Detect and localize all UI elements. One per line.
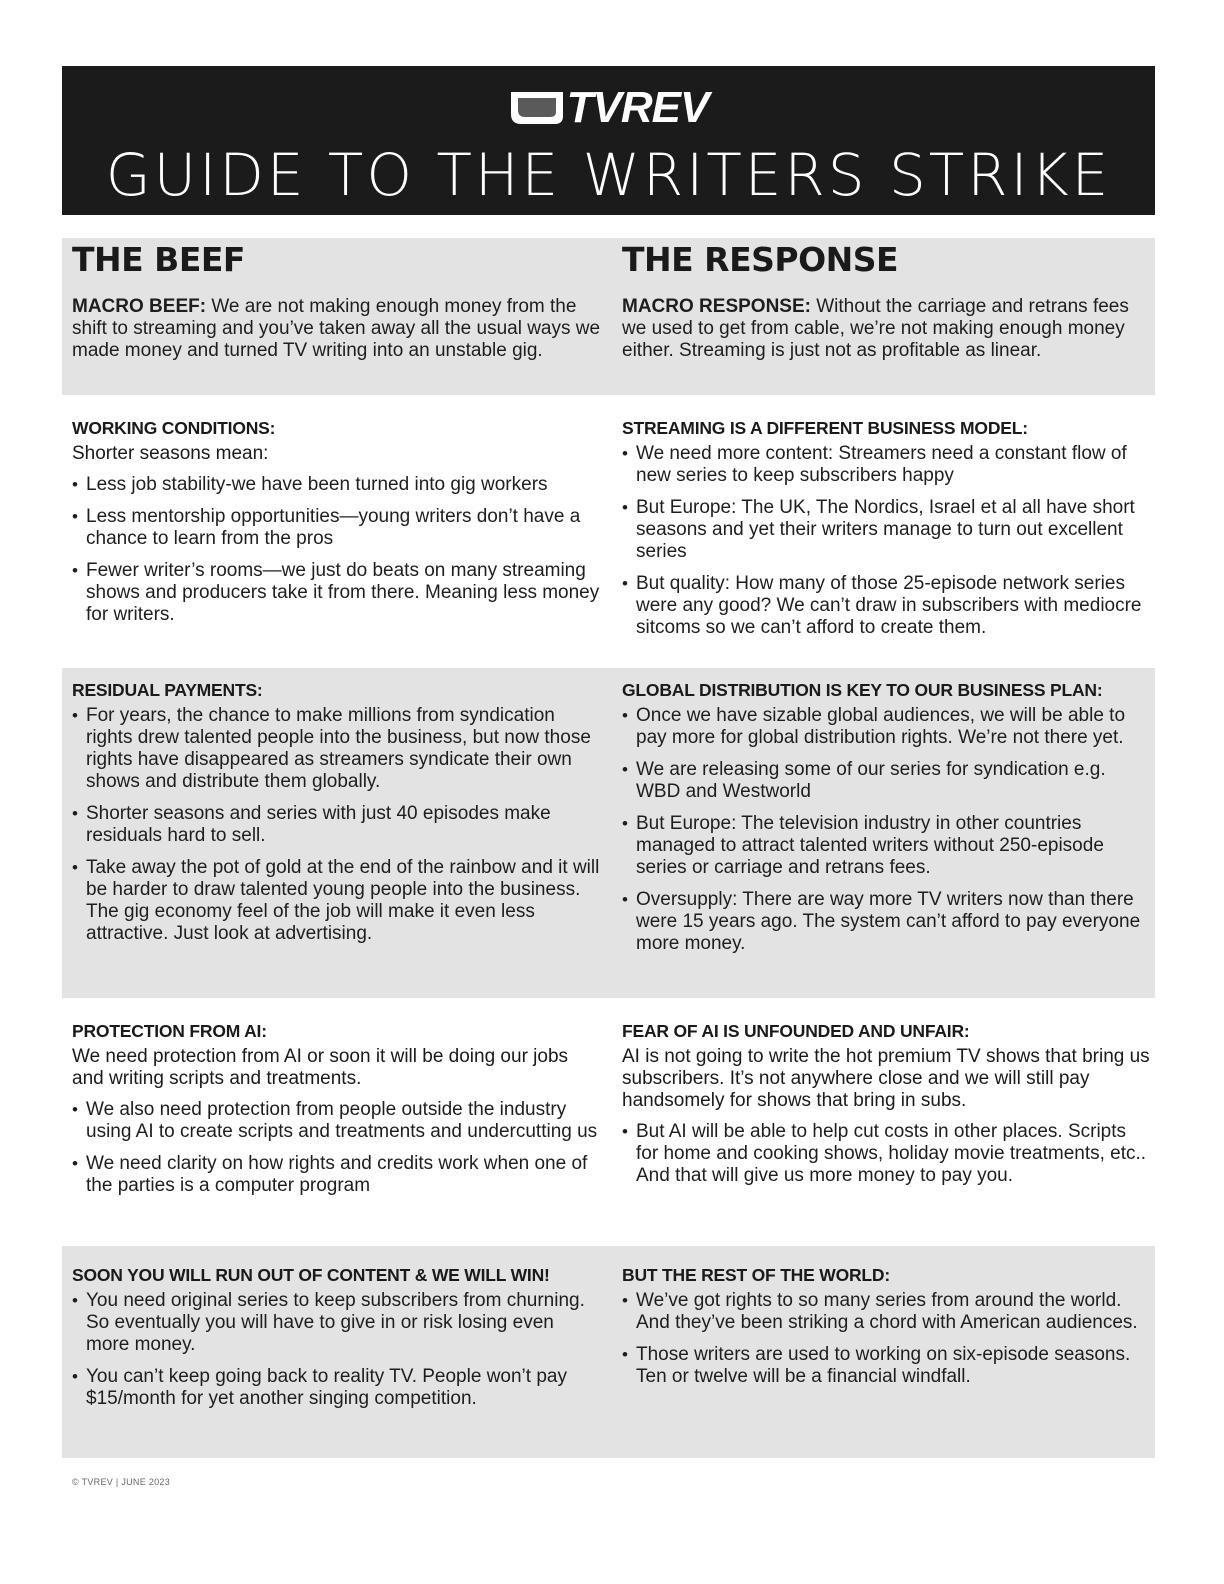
bullet-item: • But AI will be able to help cut costs in other places. Scripts for home and cooking shows, holiday movie treatments, etc.. And that will give us more money to pay you. bbox=[622, 1121, 1150, 1187]
residuals-section bbox=[62, 668, 1155, 998]
section-heading: GLOBAL DISTRIBUTION IS KEY TO OUR BUSINESS PLAN: bbox=[622, 680, 1103, 700]
macro-beef-text: MACRO BEEF: We are not making enough money from the shift to streaming and you’ve taken away all the usual ways we made money and turned TV writing into an unstable gig. bbox=[72, 296, 601, 361]
global-distribution-block bbox=[622, 679, 1150, 965]
bullet-list bbox=[622, 1121, 1150, 1187]
streaming-model-block bbox=[622, 417, 1150, 649]
working-conditions-section bbox=[62, 395, 1155, 668]
macro-beef-label: MACRO BEEF: bbox=[72, 296, 207, 317]
footer-copyright: © TVREV | JUNE 2023 bbox=[72, 1477, 171, 1487]
response-heading: THE RESPONSE bbox=[622, 240, 899, 279]
bullet-item: • Those writers are used to working on six-episode seasons. Ten or twelve will be a financial windfall. bbox=[622, 1344, 1150, 1388]
bullet-list bbox=[72, 1290, 602, 1410]
bullet-list bbox=[622, 443, 1150, 639]
bullet-item: • Once we have sizable global audiences, we will be able to pay more for global distribution rights. We’re not there yet. bbox=[622, 705, 1150, 749]
bullet-item: • You need original series to keep subscribers from churning. So eventually you will have to give in or risk losing even more money. bbox=[72, 1290, 602, 1356]
logo-text: TVREV bbox=[566, 83, 709, 132]
bullet-list bbox=[622, 1290, 1150, 1388]
bullet-item: • But Europe: The UK, The Nordics, Israel et al all have short seasons and yet their writers manage to turn out excellent series bbox=[622, 497, 1150, 563]
section-heading: FEAR OF AI IS UNFOUNDED AND UNFAIR: bbox=[622, 1021, 970, 1041]
section-intro: Shorter seasons mean: bbox=[72, 443, 269, 464]
section-intro: AI is not going to write the hot premium TV shows that bring us subscribers. It’s not anywhere close and we will still pay handsomely for shows that bring in subs. bbox=[622, 1046, 1150, 1111]
section-heading: RESIDUAL PAYMENTS: bbox=[72, 680, 263, 700]
bullet-item: • We’ve got rights to so many series from around the world. And they’ve been striking a chord with American audiences. bbox=[622, 1290, 1150, 1334]
content-section bbox=[62, 1246, 1155, 1458]
bullet-item: • We also need protection from people outside the industry using AI to create scripts and treatments and undercutting us bbox=[72, 1099, 602, 1143]
bullet-item: • But Europe: The television industry in other countries managed to attract talented writers without 250-episode series or carriage and retrans fees. bbox=[622, 813, 1150, 879]
rest-of-world-block bbox=[622, 1264, 1150, 1398]
bullet-list bbox=[72, 705, 602, 945]
bullet-item: • We need more content: Streamers need a constant flow of new series to keep subscribers happy bbox=[622, 443, 1150, 487]
section-intro: We need protection from AI or soon it will be doing our jobs and writing scripts and treatments. bbox=[72, 1046, 569, 1089]
beef-heading: THE BEEF bbox=[72, 240, 245, 279]
bullet-item: • We need clarity on how rights and credits work when one of the parties is a computer program bbox=[72, 1153, 602, 1197]
bullet-item: • Oversupply: There are way more TV writers now than there were 15 years ago. The system can’t afford to pay everyone more money. bbox=[622, 889, 1150, 955]
response-column-macro bbox=[622, 240, 1150, 362]
section-heading: PROTECTION FROM AI: bbox=[72, 1021, 267, 1041]
section-heading: STREAMING IS A DIFFERENT BUSINESS MODEL: bbox=[622, 418, 1028, 438]
bullet-item: • Less job stability-we have been turned into gig workers bbox=[72, 474, 602, 496]
section-heading: SOON YOU WILL RUN OUT OF CONTENT & WE WILL WIN! bbox=[72, 1265, 550, 1285]
ai-section bbox=[62, 998, 1155, 1246]
macro-section bbox=[62, 238, 1155, 395]
bullet-list bbox=[72, 1099, 602, 1197]
bullet-item: • You can’t keep going back to reality TV. People won’t pay $15/month for yet another singing competition. bbox=[72, 1366, 602, 1410]
bullet-item: • Take away the pot of gold at the end of the rainbow and it will be harder to draw talented young people into the business. The gig economy feel of the job will make it even less attractive. Just look at advertising. bbox=[72, 857, 602, 945]
macro-response-label: MACRO RESPONSE: bbox=[622, 296, 811, 317]
bullet-item: • Fewer writer’s rooms—we just do beats on many streaming shows and producers take it from there. Meaning less money for writers. bbox=[72, 560, 602, 626]
bullet-list bbox=[622, 705, 1150, 955]
section-heading: WORKING CONDITIONS: bbox=[72, 418, 276, 438]
beef-column-macro bbox=[72, 240, 602, 362]
bullet-item: • For years, the chance to make millions from syndication rights drew talented people into the business, but now those rights have disappeared as streamers syndicate their own shows and distribute them globally. bbox=[72, 705, 602, 793]
bullet-item: • Less mentorship opportunities—young writers don’t have a chance to learn from the pros bbox=[72, 506, 602, 550]
page-title: GUIDE TO THE WRITERS STRIKE bbox=[105, 141, 1112, 209]
section-heading: BUT THE REST OF THE WORLD: bbox=[622, 1265, 890, 1285]
protection-from-ai-block bbox=[72, 1020, 602, 1207]
bullet-item: • But quality: How many of those 25-episode network series were any good? We can’t draw in subscribers with mediocre sitcoms so we can’t afford to create them. bbox=[622, 573, 1150, 639]
bullet-item: • We are releasing some of our series for syndication e.g. WBD and Westworld bbox=[622, 759, 1150, 803]
residual-payments-block bbox=[72, 679, 602, 955]
macro-response-text: MACRO RESPONSE: Without the carriage and retrans fees we used to get from cable, we’re not making enough money either. Streaming is just not as profitable as linear. bbox=[622, 296, 1129, 361]
fear-of-ai-block bbox=[622, 1020, 1150, 1197]
tv-screen-icon bbox=[509, 90, 565, 126]
bullet-item: • Shorter seasons and series with just 40 episodes make residuals hard to sell. bbox=[72, 803, 602, 847]
working-conditions-block bbox=[72, 417, 602, 636]
header-banner bbox=[62, 66, 1155, 215]
run-out-of-content-block bbox=[72, 1264, 602, 1420]
bullet-list bbox=[72, 474, 602, 626]
tvrev-logo bbox=[62, 83, 1155, 132]
